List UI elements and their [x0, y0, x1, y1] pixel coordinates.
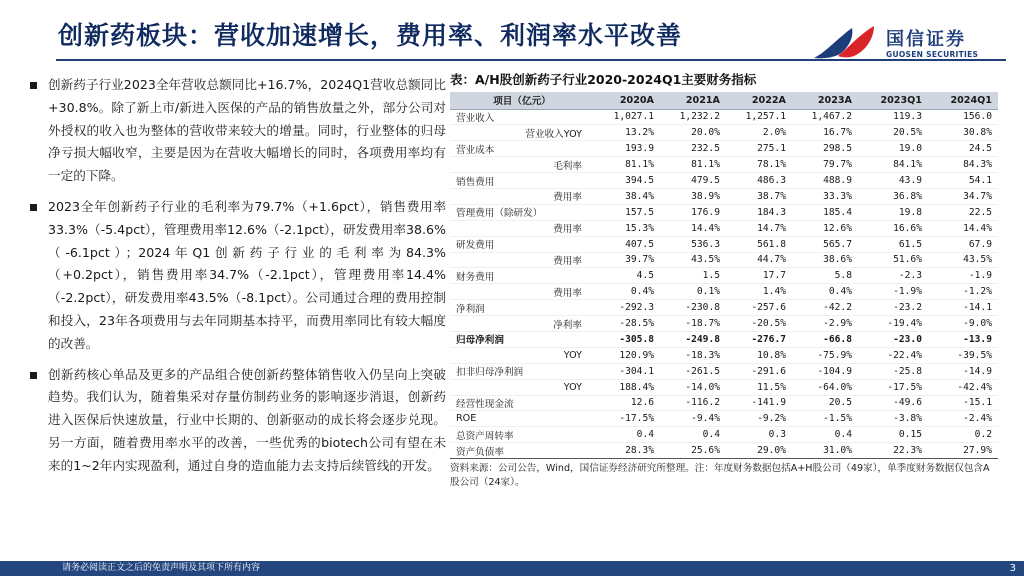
table-cell: -1.5% [792, 411, 858, 427]
table-cell: 43.9 [858, 173, 928, 189]
row-label: 净利润 [450, 300, 594, 316]
table-cell: -304.1 [594, 363, 660, 379]
table-cell: 14.4% [660, 220, 726, 236]
row-label: ROE [450, 411, 594, 427]
table-header-cell: 2024Q1 [928, 92, 998, 109]
table-cell: 19.0 [858, 141, 928, 157]
table-cell: -25.8 [858, 363, 928, 379]
table-cell: 17.7 [726, 268, 792, 284]
footer-bar [0, 561, 1024, 576]
table-cell: -23.2 [858, 300, 928, 316]
table-cell: 0.4 [660, 427, 726, 443]
table-header-cell: 项目（亿元） [450, 92, 594, 109]
table-cell: 536.3 [660, 236, 726, 252]
table-cell: -17.5% [858, 379, 928, 395]
table-row [450, 204, 998, 220]
table-cell: 0.3 [726, 427, 792, 443]
table-cell: 22.3% [858, 443, 928, 459]
table-header-cell: 2023Q1 [858, 92, 928, 109]
table-cell: -2.3 [858, 268, 928, 284]
table-cell: -42.4% [928, 379, 998, 395]
financial-table-section [450, 70, 998, 490]
bullet-text: 2023全年创新药子行业的毛利率为79.7%（+1.6pct），销售费用率33.3%（-5.4pct），管理费用率12.6%（-2.1pct），研发费用率38.6%（-6.1pct）；2024年Q1创新药子行业的毛利率为84.3%（+0.2pct），销售费用率34.7%（-2.1pct），管理费用率14.4%（-2.2pct），研发费用率43.5%（-8.1pct）。公司通过合理的费用控制和投入，23年各项费用与去年同期基本持平，而费用率同比有较大幅度的改善。 [48, 198, 446, 351]
table-cell: 12.6% [792, 220, 858, 236]
financial-table [450, 92, 998, 459]
table-cell: 1,467.2 [792, 109, 858, 125]
square-bullet-icon [30, 372, 37, 379]
table-cell: 81.1% [660, 157, 726, 173]
guosen-logo [812, 22, 1012, 62]
table-cell: -2.4% [928, 411, 998, 427]
table-cell: 13.2% [594, 125, 660, 141]
table-cell: 407.5 [594, 236, 660, 252]
table-cell: -18.3% [660, 347, 726, 363]
table-cell: 14.4% [928, 220, 998, 236]
table-header-cell: 2022A [726, 92, 792, 109]
table-cell: 394.5 [594, 173, 660, 189]
table-cell: 43.5% [660, 252, 726, 268]
table-cell: 0.4% [594, 284, 660, 300]
bullet-text: 创新药子行业2023全年营收总额同比+16.7%，2024Q1营收总额同比+30.8%。除了新上市/新进入医保的产品的销售放量之外，部分公司对外授权的收入也为整体的营收带来较大的增量。同时，行业整体的归母净亏损大幅收窄，主要是因为在营收大幅增长的同时，各项费用率均有一定的下降。 [48, 77, 446, 184]
table-cell: 565.7 [792, 236, 858, 252]
guosen-flag-icon [812, 22, 878, 62]
table-cell: -261.5 [660, 363, 726, 379]
table-cell: 16.6% [858, 220, 928, 236]
table-row [450, 363, 998, 379]
table-cell: -9.2% [726, 411, 792, 427]
bullet-expense-ratio [26, 196, 446, 356]
table-cell: 38.9% [660, 188, 726, 204]
table-cell: 38.7% [726, 188, 792, 204]
table-header-row [450, 92, 998, 109]
row-label: 营业成本 [450, 141, 594, 157]
table-cell: -20.5% [726, 316, 792, 332]
table-row [450, 331, 998, 347]
table-cell: -1.2% [928, 284, 998, 300]
table-title: 表：A/H股创新药子行业2020-2024Q1主要财务指标 [450, 72, 757, 87]
table-row [450, 411, 998, 427]
table-cell: 78.1% [726, 157, 792, 173]
table-cell: 185.4 [792, 204, 858, 220]
table-row [450, 300, 998, 316]
table-cell: 54.1 [928, 173, 998, 189]
table-cell: -17.5% [594, 411, 660, 427]
table-cell: -9.4% [660, 411, 726, 427]
table-cell: 84.3% [928, 157, 998, 173]
table-cell: 561.8 [726, 236, 792, 252]
row-label: 总资产周转率 [450, 427, 594, 443]
table-cell: -19.4% [858, 316, 928, 332]
table-cell: 486.3 [726, 173, 792, 189]
logo-name-cn: 国信证券 [886, 29, 966, 50]
table-cell: -14.0% [660, 379, 726, 395]
table-cell: -141.9 [726, 395, 792, 411]
bullet-revenue [26, 74, 446, 188]
table-cell: -39.5% [928, 347, 998, 363]
table-cell: 15.3% [594, 220, 660, 236]
table-cell: 61.5 [858, 236, 928, 252]
row-label: 经营性现金流 [450, 395, 594, 411]
table-cell: 12.6 [594, 395, 660, 411]
table-cell: 20.5% [858, 125, 928, 141]
table-row [450, 268, 998, 284]
table-cell: 298.5 [792, 141, 858, 157]
table-cell: -23.0 [858, 331, 928, 347]
table-cell: 0.15 [858, 427, 928, 443]
table-cell: -66.8 [792, 331, 858, 347]
bullet-outlook [26, 364, 446, 478]
row-label: 营业收入 [450, 109, 594, 125]
table-cell: 31.0% [792, 443, 858, 459]
square-bullet-icon [30, 204, 37, 211]
row-label: 毛利率 [450, 157, 594, 173]
table-cell: -13.9 [928, 331, 998, 347]
table-cell: 67.9 [928, 236, 998, 252]
table-row [450, 284, 998, 300]
table-row [450, 109, 998, 125]
table-cell: -1.9% [858, 284, 928, 300]
table-row [450, 220, 998, 236]
table-body [450, 109, 998, 459]
table-cell: -104.9 [792, 363, 858, 379]
table-cell: 0.4 [792, 427, 858, 443]
table-cell: 20.5 [792, 395, 858, 411]
table-cell: -1.9 [928, 268, 998, 284]
table-cell: -75.9% [792, 347, 858, 363]
table-cell: 25.6% [660, 443, 726, 459]
table-cell: 14.7% [726, 220, 792, 236]
table-cell: 0.2 [928, 427, 998, 443]
square-bullet-icon [30, 82, 37, 89]
table-cell: 120.9% [594, 347, 660, 363]
table-cell: 44.7% [726, 252, 792, 268]
row-label: YOY [450, 379, 594, 395]
table-row [450, 347, 998, 363]
table-row [450, 252, 998, 268]
table-cell: 19.8 [858, 204, 928, 220]
table-cell: 188.4% [594, 379, 660, 395]
table-cell: 79.7% [792, 157, 858, 173]
table-cell: -14.9 [928, 363, 998, 379]
table-cell: 24.5 [928, 141, 998, 157]
table-cell: 20.0% [660, 125, 726, 141]
row-label: 归母净利润 [450, 331, 594, 347]
row-label: 扣非归母净利润 [450, 363, 594, 379]
table-cell: -116.2 [660, 395, 726, 411]
table-cell: -249.8 [660, 331, 726, 347]
table-cell: -291.6 [726, 363, 792, 379]
table-cell: 184.3 [726, 204, 792, 220]
table-cell: 33.3% [792, 188, 858, 204]
table-cell: 232.5 [660, 141, 726, 157]
table-cell: 119.3 [858, 109, 928, 125]
table-cell: -292.3 [594, 300, 660, 316]
row-label: 费用率 [450, 188, 594, 204]
table-cell: 1.4% [726, 284, 792, 300]
table-cell: -49.6 [858, 395, 928, 411]
page-title: 创新药板块：营收加速增长，费用率、利润率水平改善 [58, 21, 683, 50]
table-cell: 1.5 [660, 268, 726, 284]
table-header-cell: 2023A [792, 92, 858, 109]
table-cell: 2.0% [726, 125, 792, 141]
table-cell: -230.8 [660, 300, 726, 316]
table-cell: 38.6% [792, 252, 858, 268]
row-label: 费用率 [450, 252, 594, 268]
page-number: 3 [1009, 563, 1016, 574]
table-source-note: 资料来源：公司公告，Wind，国信证券经济研究所整理。注：年度财务数据包括A+H股公司（49家），单季度财务数据仅包含A股公司（24家）。 [450, 463, 990, 489]
table-row [450, 125, 998, 141]
table-cell: -64.0% [792, 379, 858, 395]
table-cell: 1,027.1 [594, 109, 660, 125]
table-row [450, 173, 998, 189]
table-cell: 176.9 [660, 204, 726, 220]
table-cell: 1,232.2 [660, 109, 726, 125]
table-cell: 29.0% [726, 443, 792, 459]
table-cell: -14.1 [928, 300, 998, 316]
table-cell: 28.3% [594, 443, 660, 459]
table-cell: 43.5% [928, 252, 998, 268]
table-header-cell: 2021A [660, 92, 726, 109]
table-cell: -257.6 [726, 300, 792, 316]
table-cell: 0.4 [594, 427, 660, 443]
table-cell: 22.5 [928, 204, 998, 220]
table-cell: -305.8 [594, 331, 660, 347]
row-label: YOY [450, 347, 594, 363]
table-row [450, 236, 998, 252]
table-row [450, 443, 998, 459]
row-label: 费用率 [450, 284, 594, 300]
row-label: 销售费用 [450, 173, 594, 189]
table-row [450, 395, 998, 411]
table-cell: 488.9 [792, 173, 858, 189]
table-row [450, 427, 998, 443]
table-cell: 193.9 [594, 141, 660, 157]
table-cell: 4.5 [594, 268, 660, 284]
table-cell: -15.1 [928, 395, 998, 411]
table-cell: 81.1% [594, 157, 660, 173]
table-cell: 38.4% [594, 188, 660, 204]
table-cell: 39.7% [594, 252, 660, 268]
table-cell: 51.6% [858, 252, 928, 268]
table-row [450, 188, 998, 204]
table-cell: -42.2 [792, 300, 858, 316]
table-header-cell: 2020A [594, 92, 660, 109]
row-label: 营业收入YOY [450, 125, 594, 141]
table-cell: -3.8% [858, 411, 928, 427]
table-cell: 275.1 [726, 141, 792, 157]
table-cell: 10.8% [726, 347, 792, 363]
table-cell: -28.5% [594, 316, 660, 332]
row-label: 费用率 [450, 220, 594, 236]
table-cell: -18.7% [660, 316, 726, 332]
logo-name-en: GUOSEN SECURITIES [886, 50, 979, 59]
table-cell: 34.7% [928, 188, 998, 204]
table-cell: -276.7 [726, 331, 792, 347]
table-cell: 84.1% [858, 157, 928, 173]
table-cell: 1,257.1 [726, 109, 792, 125]
row-label: 资产负债率 [450, 443, 594, 459]
row-label: 净利率 [450, 316, 594, 332]
table-row [450, 379, 998, 395]
table-cell: 5.8 [792, 268, 858, 284]
table-cell: 30.8% [928, 125, 998, 141]
table-cell: -22.4% [858, 347, 928, 363]
table-cell: -9.0% [928, 316, 998, 332]
bullet-list [26, 74, 446, 478]
table-cell: 27.9% [928, 443, 998, 459]
table-cell: 11.5% [726, 379, 792, 395]
row-label: 财务费用 [450, 268, 594, 284]
table-row [450, 157, 998, 173]
table-cell: 16.7% [792, 125, 858, 141]
table-cell: 36.8% [858, 188, 928, 204]
disclaimer-text: 请务必阅读正文之后的免责声明及其项下所有内容 [62, 563, 261, 573]
table-row [450, 316, 998, 332]
row-label: 管理费用（除研发） [450, 204, 594, 220]
table-cell: 157.5 [594, 204, 660, 220]
row-label: 研发费用 [450, 236, 594, 252]
table-cell: 0.1% [660, 284, 726, 300]
bullet-text: 创新药核心单品及更多的产品组合使创新药整体销售收入仍呈向上突破趋势。我们认为，随着集采对存量仿制药业务的影响逐步消退，创新药进入医保后快速放量，行业中长期的、创新驱动的成长将会逐步兑现。另一方面，随着费用率水平的改善，一些优秀的biotech公司有望在未来的1~2年内实现盈利，通过自身的造血能力去支持后续管线的开发。 [48, 366, 446, 473]
table-row [450, 141, 998, 157]
table-cell: -2.9% [792, 316, 858, 332]
table-cell: 0.4% [792, 284, 858, 300]
table-cell: 479.5 [660, 173, 726, 189]
table-cell: 156.0 [928, 109, 998, 125]
